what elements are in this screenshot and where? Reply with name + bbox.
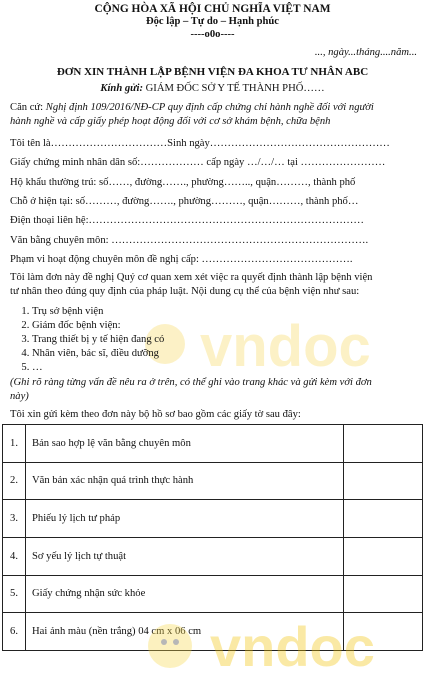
mascot-eye-icon <box>173 639 179 645</box>
field-permanent-address: Hộ khẩu thường trú: số……, đường……., phường…….., quận………, thành phố <box>10 177 356 188</box>
row-check-cell <box>344 538 423 576</box>
vndoc-logo <box>130 608 400 680</box>
document-title: ĐƠN XIN THÀNH LẬP BỆNH VIỆN ĐA KHOA TƯ NHÂN ABC <box>56 66 369 78</box>
row-number: 1. <box>3 425 26 463</box>
row-text: Hai ảnh màu (nền trắng) 04 cm x 06 cm <box>26 613 344 651</box>
vndoc-watermark-text: vndoc <box>200 314 371 379</box>
basis-line-1 <box>10 101 374 114</box>
basis-text-1: Nghị định 109/2016/NĐ-CP quy định cấp chứng chỉ hành nghề đối với người <box>45 102 374 113</box>
motto: Độc lập – Tự do – Hạnh phúc <box>145 16 280 27</box>
attachments-intro: Tôi xin gửi kèm theo đơn này bộ hồ sơ bao gồm các giấy tờ sau đây: <box>10 409 301 420</box>
row-number: 5. <box>3 575 26 613</box>
recipient-line <box>0 82 425 95</box>
field-id-card: Giấy chứng minh nhân dân số:……………… cấp ngày …/…/… tại …………………… <box>10 157 386 168</box>
table-row <box>3 538 423 576</box>
row-text: Giấy chứng nhận sức khỏe <box>26 575 344 613</box>
list-item: 5. … <box>32 361 164 375</box>
recipient: GIÁM ĐỐC SỞ Y TẾ THÀNH PHỐ…… <box>145 83 325 94</box>
field-phone: Điện thoại liên hệ:…………………………………………………………………… <box>10 215 364 226</box>
vndoc-watermark-logo <box>130 310 400 380</box>
nation-heading: CỘNG HÒA XÃ HỘI CHỦ NGHĨA VIỆT NAM <box>94 3 331 15</box>
hospital-content-list <box>20 305 164 375</box>
field-practice-scope: Phạm vi hoạt động chuyên môn đề nghị cấp: ……………………………………. <box>10 254 353 265</box>
row-check-cell <box>344 500 423 538</box>
vndoc-logo-text: vndoc <box>210 615 375 678</box>
list-item: 3. Trang thiết bị y tế hiện đang có <box>32 333 164 347</box>
row-number: 3. <box>3 500 26 538</box>
field-current-address: Chỗ ở hiện tại: số………, đường……., phường………, quận………, thành phố… <box>10 196 359 207</box>
date-line: ..., ngày...tháng....năm... <box>314 47 417 58</box>
list-item: 2. Giám đốc bệnh viện: <box>32 319 164 333</box>
row-text: Văn bản xác nhận quá trình thực hành <box>26 462 344 500</box>
table-row <box>3 500 423 538</box>
request-line-1: Tôi làm đơn này đề nghị Quý cơ quan xem xét việc ra quyết định thành lập bệnh viện <box>10 272 373 283</box>
list-item: 1. Trụ sở bệnh viện <box>32 305 164 319</box>
row-number: 2. <box>3 462 26 500</box>
field-full-name: Tôi tên là……………………………Sinh ngày…………………………………………… <box>10 138 390 149</box>
separator: ----o0o---- <box>190 29 235 40</box>
mascot-eye-icon <box>161 639 167 645</box>
row-number: 4. <box>3 538 26 576</box>
note-line-1: (Ghi rõ ràng từng vấn đề nêu ra ở trên, có thể ghi vào trang khác và gửi kèm với đơn <box>10 377 372 388</box>
basis-label: Căn cứ: <box>10 102 44 113</box>
row-text: Bản sao hợp lệ văn bằng chuyên môn <box>26 425 344 463</box>
table-row <box>3 425 423 463</box>
table-row <box>3 462 423 500</box>
mascot-icon <box>148 624 192 668</box>
row-number: 6. <box>3 613 26 651</box>
row-text: Phiếu lý lịch tư pháp <box>26 500 344 538</box>
row-text: Sơ yếu lý lịch tự thuật <box>26 538 344 576</box>
request-line-2: tư nhân theo đúng quy định của pháp luật. Nội dung cụ thể của bệnh viện như sau: <box>10 286 360 297</box>
basis-text-2: hành nghề và cấp giấy phép hoạt động đối với cơ sở khám bệnh, chữa bệnh <box>10 116 331 127</box>
row-check-cell <box>344 425 423 463</box>
field-qualification: Văn bằng chuyên môn: ………………………………………………………………. <box>10 235 369 246</box>
list-item: 4. Nhân viên, bác sĩ, điều dưỡng <box>32 347 164 361</box>
recipient-label: Kính gửi: <box>100 83 143 94</box>
row-check-cell <box>344 462 423 500</box>
note-line-2: này) <box>10 391 29 402</box>
